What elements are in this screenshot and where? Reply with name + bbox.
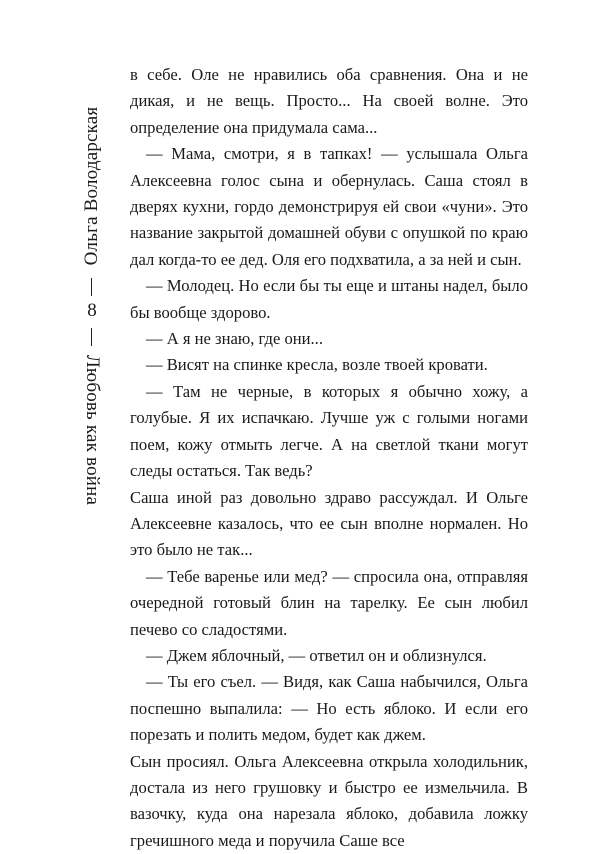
paragraph: — Тебе варенье или мед? — спросила она, отправляя очередной готовый блин на тарелку. Ее сын любил печево со сладостями. — [130, 566, 528, 639]
paragraph: — Ты его съел. — Видя, как Саша набычился, Ольга поспешно выпалила: — Но есть яблоко. И если его порезать и полить медом, будет как джем. — [130, 672, 528, 745]
paragraph: — Джем яблочный, — ответил он и облизнулся. — [146, 645, 487, 665]
margin-rule-top — [91, 278, 92, 296]
paragraph: Сын просиял. Ольга Алексеевна открыла холодильник, достала из него грушовку и быстро ее измельчила. В вазочку, куда она нарезала яблоко, добавила ложку гречишного меда и поручила Саше все — [130, 751, 528, 850]
paragraph: — Там не черные, в которых я обычно хожу, а голубые. Я их испачкаю. Лучше уж с голыми ногами поем, кожу отмыть легче. А на светлой ткани могут следы остаться. Так ведь? — [130, 381, 528, 481]
paragraph: — А я не знаю, где они... — [146, 329, 323, 349]
margin-rule-bottom — [91, 328, 92, 346]
paragraph: — Висят на спинке кресла, возле твоей кровати. — [146, 355, 488, 375]
paragraph: Саша иной раз довольно здраво рассуждал. И Ольге Алексеевне казалось, что ее сын вполне нормален. Но это было не так... — [130, 487, 528, 560]
running-head-author: Ольга Володарская — [81, 106, 102, 266]
paragraph: — Мама, смотри, я в тапках! — услышала Ольга Алексеевна голос сына и обернулась. Саша стоял в дверях кухни, гордо демонстрируя ей свои «чуни». Это название закрытой домашней обуви с опушкой по краю дал когда-то ее дед. Оля его подхватила, а за ней и сын. — [130, 144, 528, 269]
paragraph: — Молодец. Но если бы ты еще и штаны надел, было бы вообще здорово. — [130, 276, 528, 322]
body-text — [130, 62, 528, 854]
paragraph: в себе. Оле не нравились оба сравнения. Она и не дикая, и не вещь. Просто... На своей волне. Это определение она придумала сама... — [130, 65, 528, 137]
page-number: 8 — [87, 300, 97, 321]
running-head-title: Любовь как война — [82, 354, 103, 506]
